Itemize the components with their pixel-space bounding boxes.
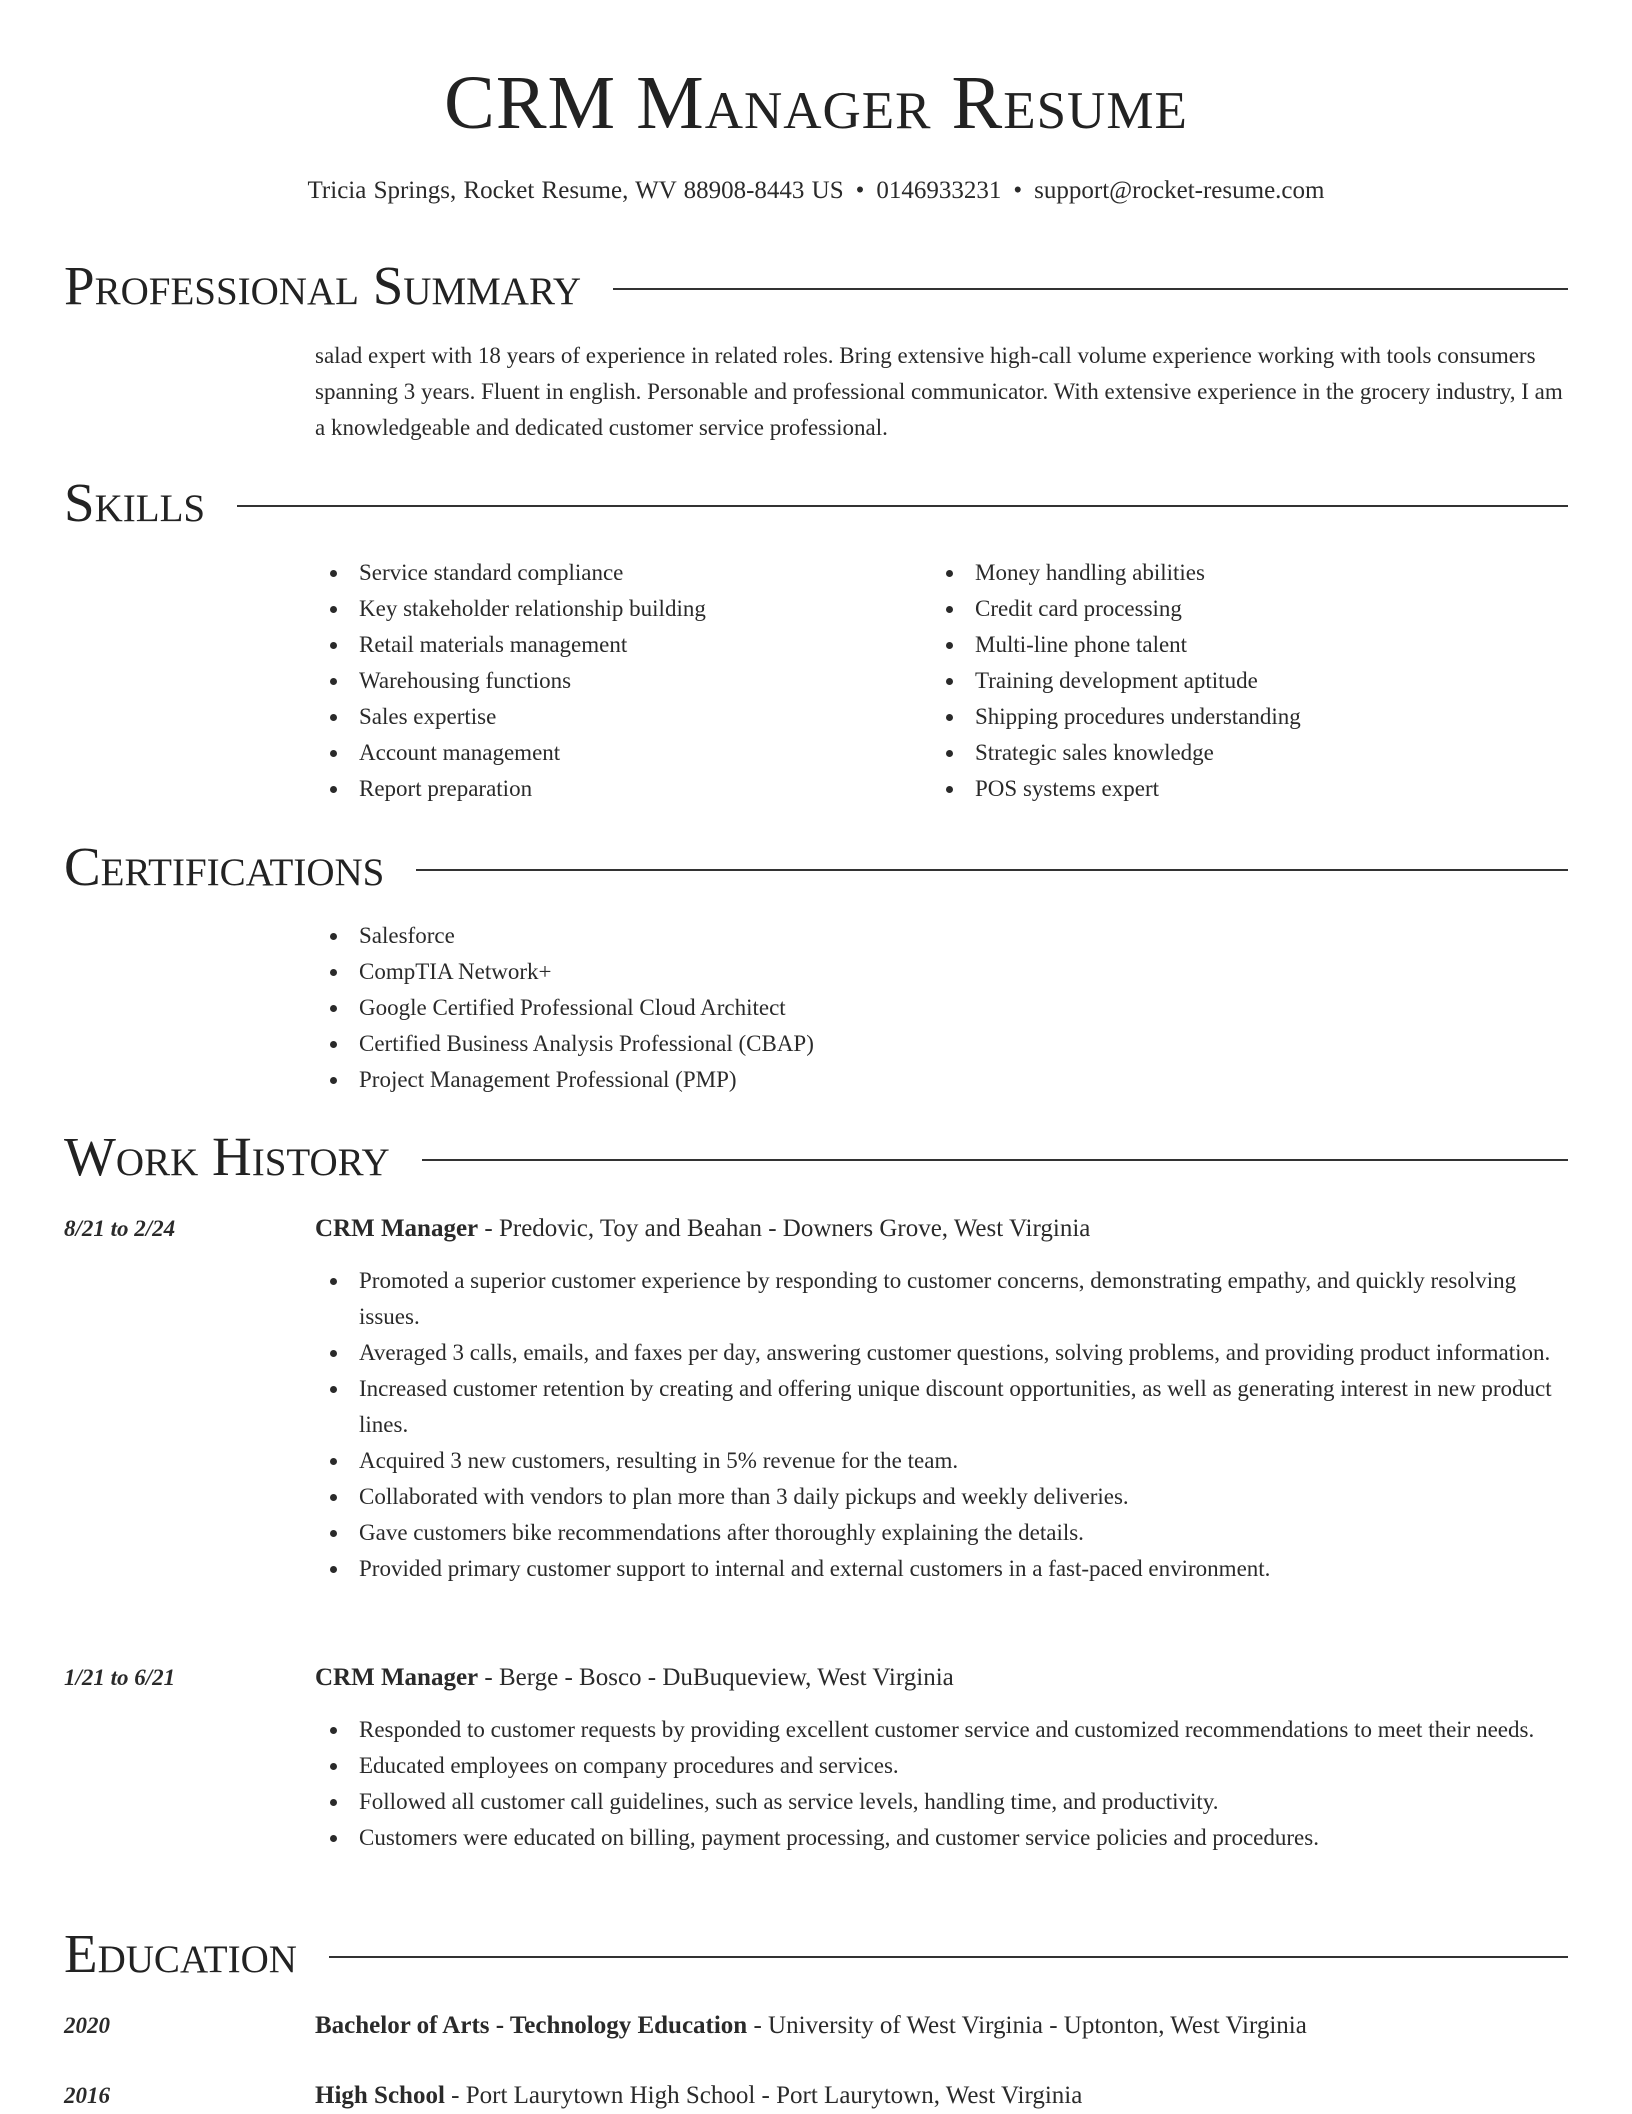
education-section-header [64,1922,1568,1986]
summary-section-title: Professional Summary [64,255,582,316]
responsibility-item: Customers were educated on billing, payment processing, and customer service policies and procedures. [315,1820,1568,1856]
certification-item: Google Certified Professional Cloud Architect [315,990,1315,1026]
skills-list-left [315,555,915,807]
work-heading [315,1211,1568,1247]
skill-item: Multi-line phone talent [931,627,1551,663]
skills-section-title: Skills [64,472,206,533]
work-dates: 8/21 to 2/24 [64,1216,176,1241]
job-details: - Predovic, Toy and Beahan - Downers Grove, West Virginia [478,1215,1091,1242]
responsibility-item: Increased customer retention by creating and offering unique discount opportunities, as well as generating interest in new product lines. [315,1371,1568,1443]
contact-address: Tricia Springs, Rocket Resume, WV 88908-8443 US [307,177,844,204]
work-responsibilities [315,1263,1568,1587]
skill-item: Money handling abilities [931,555,1551,591]
skill-item: Retail materials management [315,627,915,663]
education-section-title: Education [64,1923,297,1984]
work-dates: 1/21 to 6/21 [64,1665,176,1690]
work-section-title: Work History [64,1126,390,1187]
responsibility-item: Educated employees on company procedures and services. [315,1748,1568,1784]
education-heading [315,2008,1568,2044]
work-section-header [64,1125,1568,1189]
contact-email: support@rocket-resume.com [1034,177,1325,204]
skill-item: Account management [315,735,915,771]
skill-item: Credit card processing [931,591,1551,627]
responsibility-item: Averaged 3 calls, emails, and faxes per day, answering customer questions, solving problems, and providing product information. [315,1335,1568,1371]
skill-item: Shipping procedures understanding [931,699,1551,735]
responsibility-item: Collaborated with vendors to plan more than 3 daily pickups and weekly deliveries. [315,1479,1568,1515]
certifications-section-title: Certifications [64,836,385,897]
job-title: CRM Manager [315,1215,479,1242]
education-year: 2016 [64,2083,110,2108]
work-responsibilities [315,1712,1568,1856]
responsibility-item: Followed all customer call guidelines, such as service levels, handling time, and productivity. [315,1784,1568,1820]
skill-item: Warehousing functions [315,663,915,699]
contact-separator: • [1013,177,1023,204]
summary-text: salad expert with 18 years of experience in related roles. Bring extensive high-call volume experience working with tools consumers spanning 3 years. Fluent in english. Personable and professional communicator. With extensive experience in the grocery industry, I am a knowledgeable and dedicated customer service professional. [315,343,1563,440]
section-divider [416,869,1568,871]
skills-section-header [64,471,1568,535]
degree-title: High School [315,2082,445,2109]
job-details: - Berge - Bosco - DuBuqueview, West Virginia [478,1664,954,1691]
responsibility-item: Promoted a superior customer experience by responding to customer concerns, demonstrating empathy, and quickly resolving issues. [315,1263,1568,1335]
section-divider [329,1956,1568,1958]
skill-item: POS systems expert [931,771,1551,807]
education-year: 2020 [64,2013,110,2038]
job-title: CRM Manager [315,1664,479,1691]
contact-phone: 0146933231 [876,177,1002,204]
certification-item: CompTIA Network+ [315,954,1315,990]
certification-item: Salesforce [315,918,1315,954]
skill-item: Training development aptitude [931,663,1551,699]
skill-item: Key stakeholder relationship building [315,591,915,627]
responsibility-item: Responded to customer requests by providing excellent customer service and customized recommendations to meet their needs. [315,1712,1568,1748]
education-details: - University of West Virginia - Uptonton, West Virginia [747,2012,1307,2039]
education-details: - Port Laurytown High School - Port Laurytown, West Virginia [444,2082,1083,2109]
work-heading [315,1660,1568,1696]
skill-item: Strategic sales knowledge [931,735,1551,771]
resume-title: CRM Manager Resume [444,61,1188,145]
skill-item: Sales expertise [315,699,915,735]
skills-list-right [931,555,1551,807]
certifications-list [315,918,1315,1098]
education-heading [315,2078,1568,2114]
certification-item: Project Management Professional (PMP) [315,1062,1315,1098]
skill-item: Report preparation [315,771,915,807]
section-divider [613,288,1568,290]
contact-line [0,174,1632,208]
responsibility-item: Acquired 3 new customers, resulting in 5% revenue for the team. [315,1443,1568,1479]
skill-item: Service standard compliance [315,555,915,591]
certification-item: Certified Business Analysis Professional (CBAP) [315,1026,1315,1062]
section-divider [422,1159,1568,1161]
section-divider [237,505,1568,507]
degree-title: Bachelor of Arts - Technology Education [315,2012,748,2039]
responsibility-item: Provided primary customer support to internal and external customers in a fast-paced environment. [315,1551,1568,1587]
responsibility-item: Gave customers bike recommendations after thoroughly explaining the details. [315,1515,1568,1551]
contact-separator: • [855,177,865,204]
summary-section-header [64,254,1568,318]
certifications-section-header [64,835,1568,899]
